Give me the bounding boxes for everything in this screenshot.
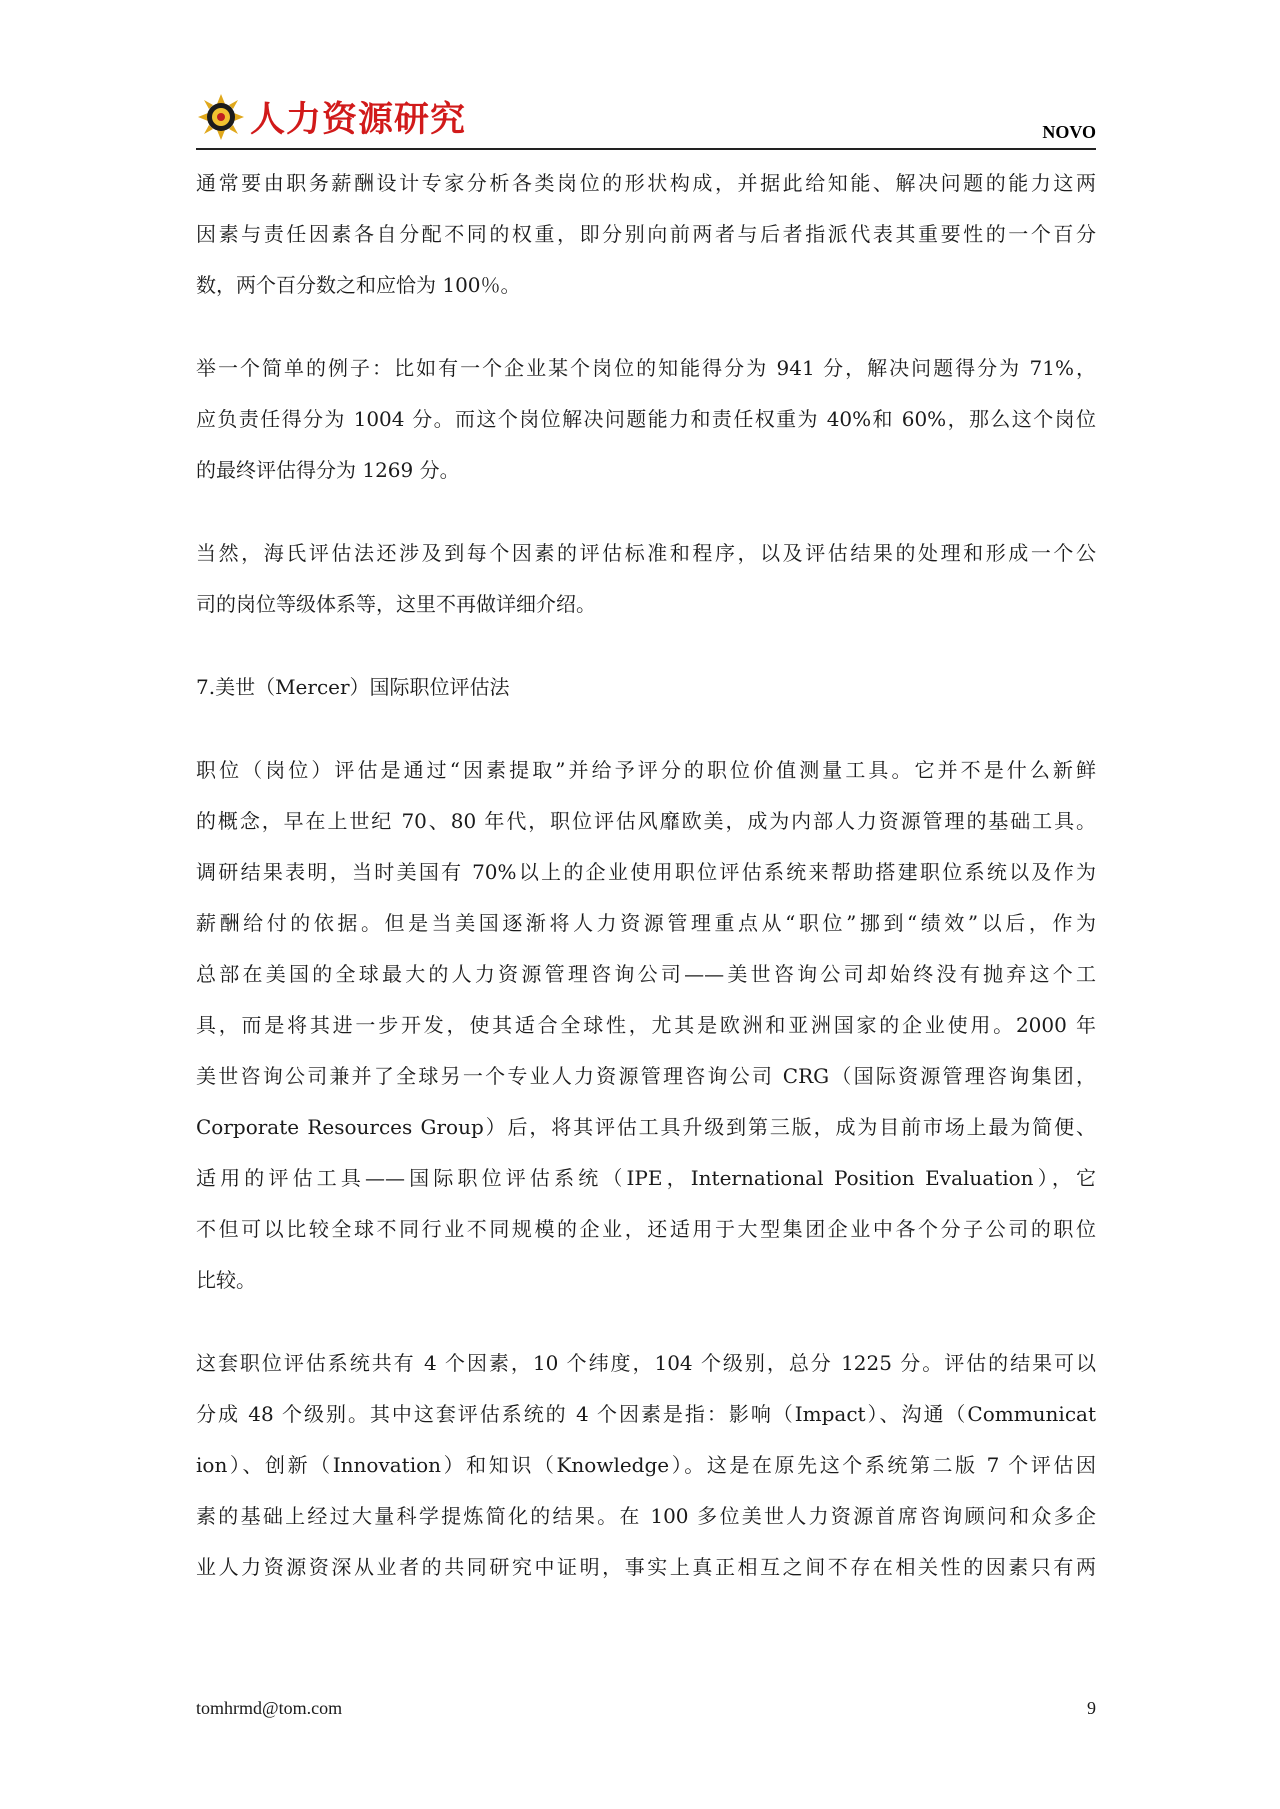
- logo: [196, 92, 466, 142]
- text-line: 这套职位评估系统共有 4 个因素，10 个纬度，104 个级别，总分 1225 分。评估的结果可以: [196, 1351, 1096, 1375]
- logo-text: 人力资源研究: [250, 100, 467, 140]
- text-line: 职位（岗位）评估是通过“因素提取”并给予评分的职位价值测量工具。它并不是什么新鲜: [196, 758, 1096, 782]
- paragraph-ipe-factors: [196, 1338, 1096, 1593]
- text-line: 总部在美国的全球最大的人力资源管理咨询公司——美世咨询公司却始终没有抛弃这个工: [196, 962, 1096, 986]
- text-line: 美世咨询公司兼并了全球另一个专业人力资源管理咨询公司 CRG（国际资源管理咨询集团，: [196, 1064, 1096, 1088]
- paragraph-note: [196, 528, 1096, 630]
- section-heading: [196, 662, 1096, 713]
- text-line: 比较。: [196, 1268, 256, 1292]
- heading-text: 7.美世（Mercer）国际职位评估法: [196, 675, 510, 699]
- text-line: 应负责任得分为 1004 分。而这个岗位解决问题能力和责任权重为 40%和 60%，那么这个岗位: [196, 407, 1096, 431]
- text-line: 数，两个百分数之和应恰为 100％。: [196, 273, 521, 297]
- brand-label: NOVO: [1042, 122, 1096, 142]
- text-line: 通常要由职务薪酬设计专家分析各类岗位的形状构成，并据此给知能、解决问题的能力这两: [196, 171, 1096, 195]
- text-line: 当然，海氏评估法还涉及到每个因素的评估标准和程序，以及评估结果的处理和形成一个公: [196, 541, 1096, 565]
- text-line: 因素与责任因素各自分配不同的权重，即分别向前两者与后者指派代表其重要性的一个百分: [196, 222, 1096, 246]
- text-line: ion）、创新（Innovation）和知识（Knowledge）。这是在原先这个系统第二版 7 个评估因: [196, 1453, 1096, 1477]
- page-number: 9: [1087, 1698, 1096, 1718]
- text-line: 不但可以比较全球不同行业不同规模的企业，还适用于大型集团企业中各个分子公司的职位: [196, 1217, 1096, 1241]
- text-line: 业人力资源资深从业者的共同研究中证明，事实上真正相互之间不存在相关性的因素只有两: [196, 1555, 1096, 1579]
- page-footer: [196, 1698, 1096, 1726]
- text-line: 的最终评估得分为 1269 分。: [196, 458, 460, 482]
- text-line: 的概念，早在上世纪 70、80 年代，职位评估风靡欧美，成为内部人力资源管理的基础工具。: [196, 809, 1096, 833]
- page-header: [196, 84, 1096, 150]
- header-divider: [196, 148, 1096, 150]
- text-line: 薪酬给付的依据。但是当美国逐渐将人力资源管理重点从“职位”挪到“绩效”以后，作为: [196, 911, 1096, 935]
- paragraph-mercer-intro: [196, 745, 1096, 1306]
- text-line: 具，而是将其进一步开发，使其适合全球性，尤其是欧洲和亚洲国家的企业使用。2000 年: [196, 1013, 1096, 1037]
- gear-logo-icon: [196, 92, 246, 142]
- text-line: 举一个简单的例子：比如有一个企业某个岗位的知能得分为 941 分，解决问题得分为 71%，: [196, 356, 1096, 380]
- footer-email: tomhrmd@tom.com: [196, 1698, 343, 1718]
- paragraph-weighting: [196, 158, 1096, 311]
- document-body: [196, 158, 1096, 1593]
- text-line: 分成 48 个级别。其中这套评估系统的 4 个因素是指：影响（Impact）、沟通（Communicat: [196, 1402, 1096, 1426]
- text-line: Corporate Resources Group）后，将其评估工具升级到第三版，成为目前市场上最为简便、: [196, 1115, 1096, 1139]
- paragraph-example: [196, 343, 1096, 496]
- text-line: 司的岗位等级体系等，这里不再做详细介绍。: [196, 592, 596, 616]
- text-line: 调研结果表明，当时美国有 70%以上的企业使用职位评估系统来帮助搭建职位系统以及作为: [196, 860, 1096, 884]
- text-line: 适用的评估工具——国际职位评估系统（IPE，International Position Evaluation），它: [196, 1166, 1096, 1190]
- text-line: 素的基础上经过大量科学提炼简化的结果。在 100 多位美世人力资源首席咨询顾问和众多企: [196, 1504, 1096, 1528]
